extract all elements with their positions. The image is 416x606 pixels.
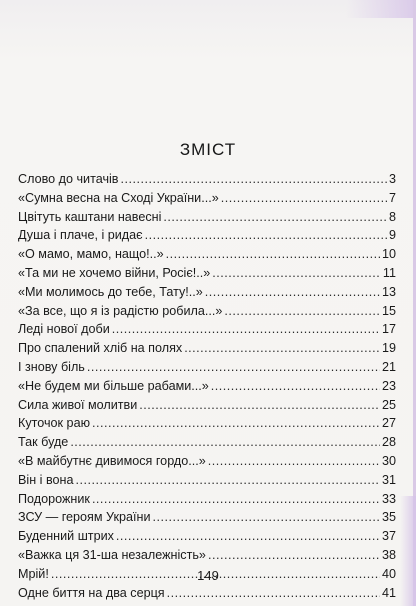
- toc-entry-title: Про спалений хліб на полях: [18, 341, 183, 356]
- toc-leader-dots: [211, 377, 380, 396]
- toc-entry-page: 17: [381, 322, 396, 337]
- toc-entry-title: І знову біль: [18, 359, 85, 374]
- toc-entry: [18, 584, 396, 603]
- toc-entry: [18, 245, 396, 264]
- toc-entry-page: 31: [381, 472, 396, 487]
- toc-entry: [18, 471, 396, 490]
- toc-entry-title: Буденний штрих: [18, 529, 114, 544]
- toc-leader-dots: [145, 226, 387, 245]
- toc-entry: [18, 189, 396, 208]
- toc-entry: [18, 414, 396, 433]
- toc-entry-title: «Ми молимось до тебе, Тату!..»: [18, 284, 203, 299]
- toc-entry-page: 3: [388, 172, 396, 186]
- toc-entry-title: «Важка ця 31-ша незалежність»: [18, 547, 206, 562]
- toc-leader-dots: [212, 264, 381, 283]
- toc-leader-dots: [163, 208, 387, 227]
- page-edge-tint-bottom: [400, 496, 416, 606]
- toc-leader-dots: [166, 245, 380, 264]
- toc-leader-dots: [208, 452, 380, 471]
- toc-entry-title: Він і вона: [18, 472, 74, 487]
- toc-leader-dots: [224, 302, 380, 321]
- toc-leader-dots: [208, 546, 380, 565]
- toc-entry-title: Цвітуть каштани навесні: [18, 209, 162, 224]
- toc-entry-page: 25: [381, 397, 396, 412]
- toc-entry: [18, 377, 396, 396]
- toc-entry: [18, 302, 396, 321]
- toc-leader-dots: [75, 471, 380, 490]
- toc-leader-dots: [112, 320, 380, 339]
- toc-entry: [18, 508, 396, 527]
- toc-leader-dots: [152, 508, 380, 527]
- toc-leader-dots: [221, 189, 387, 208]
- toc-entry: [18, 208, 396, 227]
- toc-entry-page: 10: [381, 247, 396, 262]
- toc-leader-dots: [139, 396, 380, 415]
- toc-entry-page: 27: [381, 416, 396, 431]
- toc-entry-title: «Та ми не хочемо війни, Росіє!..»: [18, 265, 211, 280]
- toc-entry: [18, 433, 396, 452]
- toc-entry-title: Одне биття на два серця: [18, 585, 165, 600]
- toc-entry-title: «О мамо, мамо, нащо!..»: [18, 247, 164, 262]
- toc-entry: [18, 339, 396, 358]
- toc-entry: [18, 226, 396, 245]
- toc-entry-page: 40: [381, 566, 396, 581]
- toc-entry-title: Леді нової доби: [18, 322, 110, 337]
- toc-entry-page: 19: [381, 341, 396, 356]
- toc-entry-title: «Не будем ми більше рабами...»: [18, 378, 209, 393]
- toc-entry-page: 13: [381, 284, 396, 299]
- toc-entry: [18, 452, 396, 471]
- toc-entry-title: «За все, що я із радістю робила...»: [18, 303, 223, 318]
- toc-entry-page: 30: [381, 453, 396, 468]
- toc-leader-dots: [70, 433, 380, 452]
- toc-entry-page: 8: [388, 209, 396, 224]
- toc-entry: [18, 527, 396, 546]
- toc-leader-dots: [92, 414, 380, 433]
- toc-entry: [18, 283, 396, 302]
- toc-leader-dots: [92, 490, 380, 509]
- toc-entry-page: 15: [381, 303, 396, 318]
- toc-entry: [18, 320, 396, 339]
- toc-entry-title: Мрій!: [18, 566, 49, 581]
- toc-entry-title: Подорожник: [18, 491, 90, 506]
- toc-leader-dots: [184, 339, 380, 358]
- toc-entry-page: 21: [381, 359, 396, 374]
- toc-leader-dots: [87, 358, 380, 377]
- toc-leader-dots: [121, 170, 387, 189]
- toc-entry-title: Так буде: [18, 435, 69, 450]
- toc-entry-page: 37: [381, 529, 396, 544]
- toc-leader-dots: [205, 283, 380, 302]
- toc-entry-page: 38: [381, 547, 396, 562]
- toc-entry-page: 7: [388, 190, 396, 205]
- toc-entry: [18, 358, 396, 377]
- toc-leader-dots: [167, 584, 380, 603]
- toc-entry-title: Сила живої молитви: [18, 397, 138, 412]
- contents-heading: ЗМІСТ: [179, 140, 237, 159]
- toc-entry-page: 28: [381, 435, 396, 450]
- toc-entry-title: «Сумна весна на Сході України...»: [18, 190, 219, 205]
- toc-entry-title: Душа і плаче, і ридає: [18, 228, 143, 243]
- toc-entry: [18, 396, 396, 415]
- toc-entry-title: Слово до читачів: [18, 172, 119, 186]
- toc-entry-title: «В майбутнє дивимося гордо...»: [18, 453, 206, 468]
- table-of-contents: [18, 170, 396, 602]
- toc-entry-title: Куточок раю: [18, 416, 91, 431]
- toc-entry-page: 41: [381, 585, 396, 600]
- page-number: 149: [197, 568, 219, 583]
- toc-entry-page: 35: [381, 510, 396, 525]
- toc-entry: [18, 546, 396, 565]
- page-edge-tint-top: [346, 0, 416, 18]
- toc-entry: [18, 490, 396, 509]
- toc-entry-page: 9: [388, 228, 396, 243]
- toc-entry-page: 33: [381, 491, 396, 506]
- toc-entry: [18, 170, 396, 189]
- toc-entry-page: 11: [382, 265, 396, 280]
- toc-entry-page: 23: [381, 378, 396, 393]
- toc-leader-dots: [116, 527, 380, 546]
- toc-entry-title: ЗСУ — героям України: [18, 510, 151, 525]
- toc-entry: [18, 264, 396, 283]
